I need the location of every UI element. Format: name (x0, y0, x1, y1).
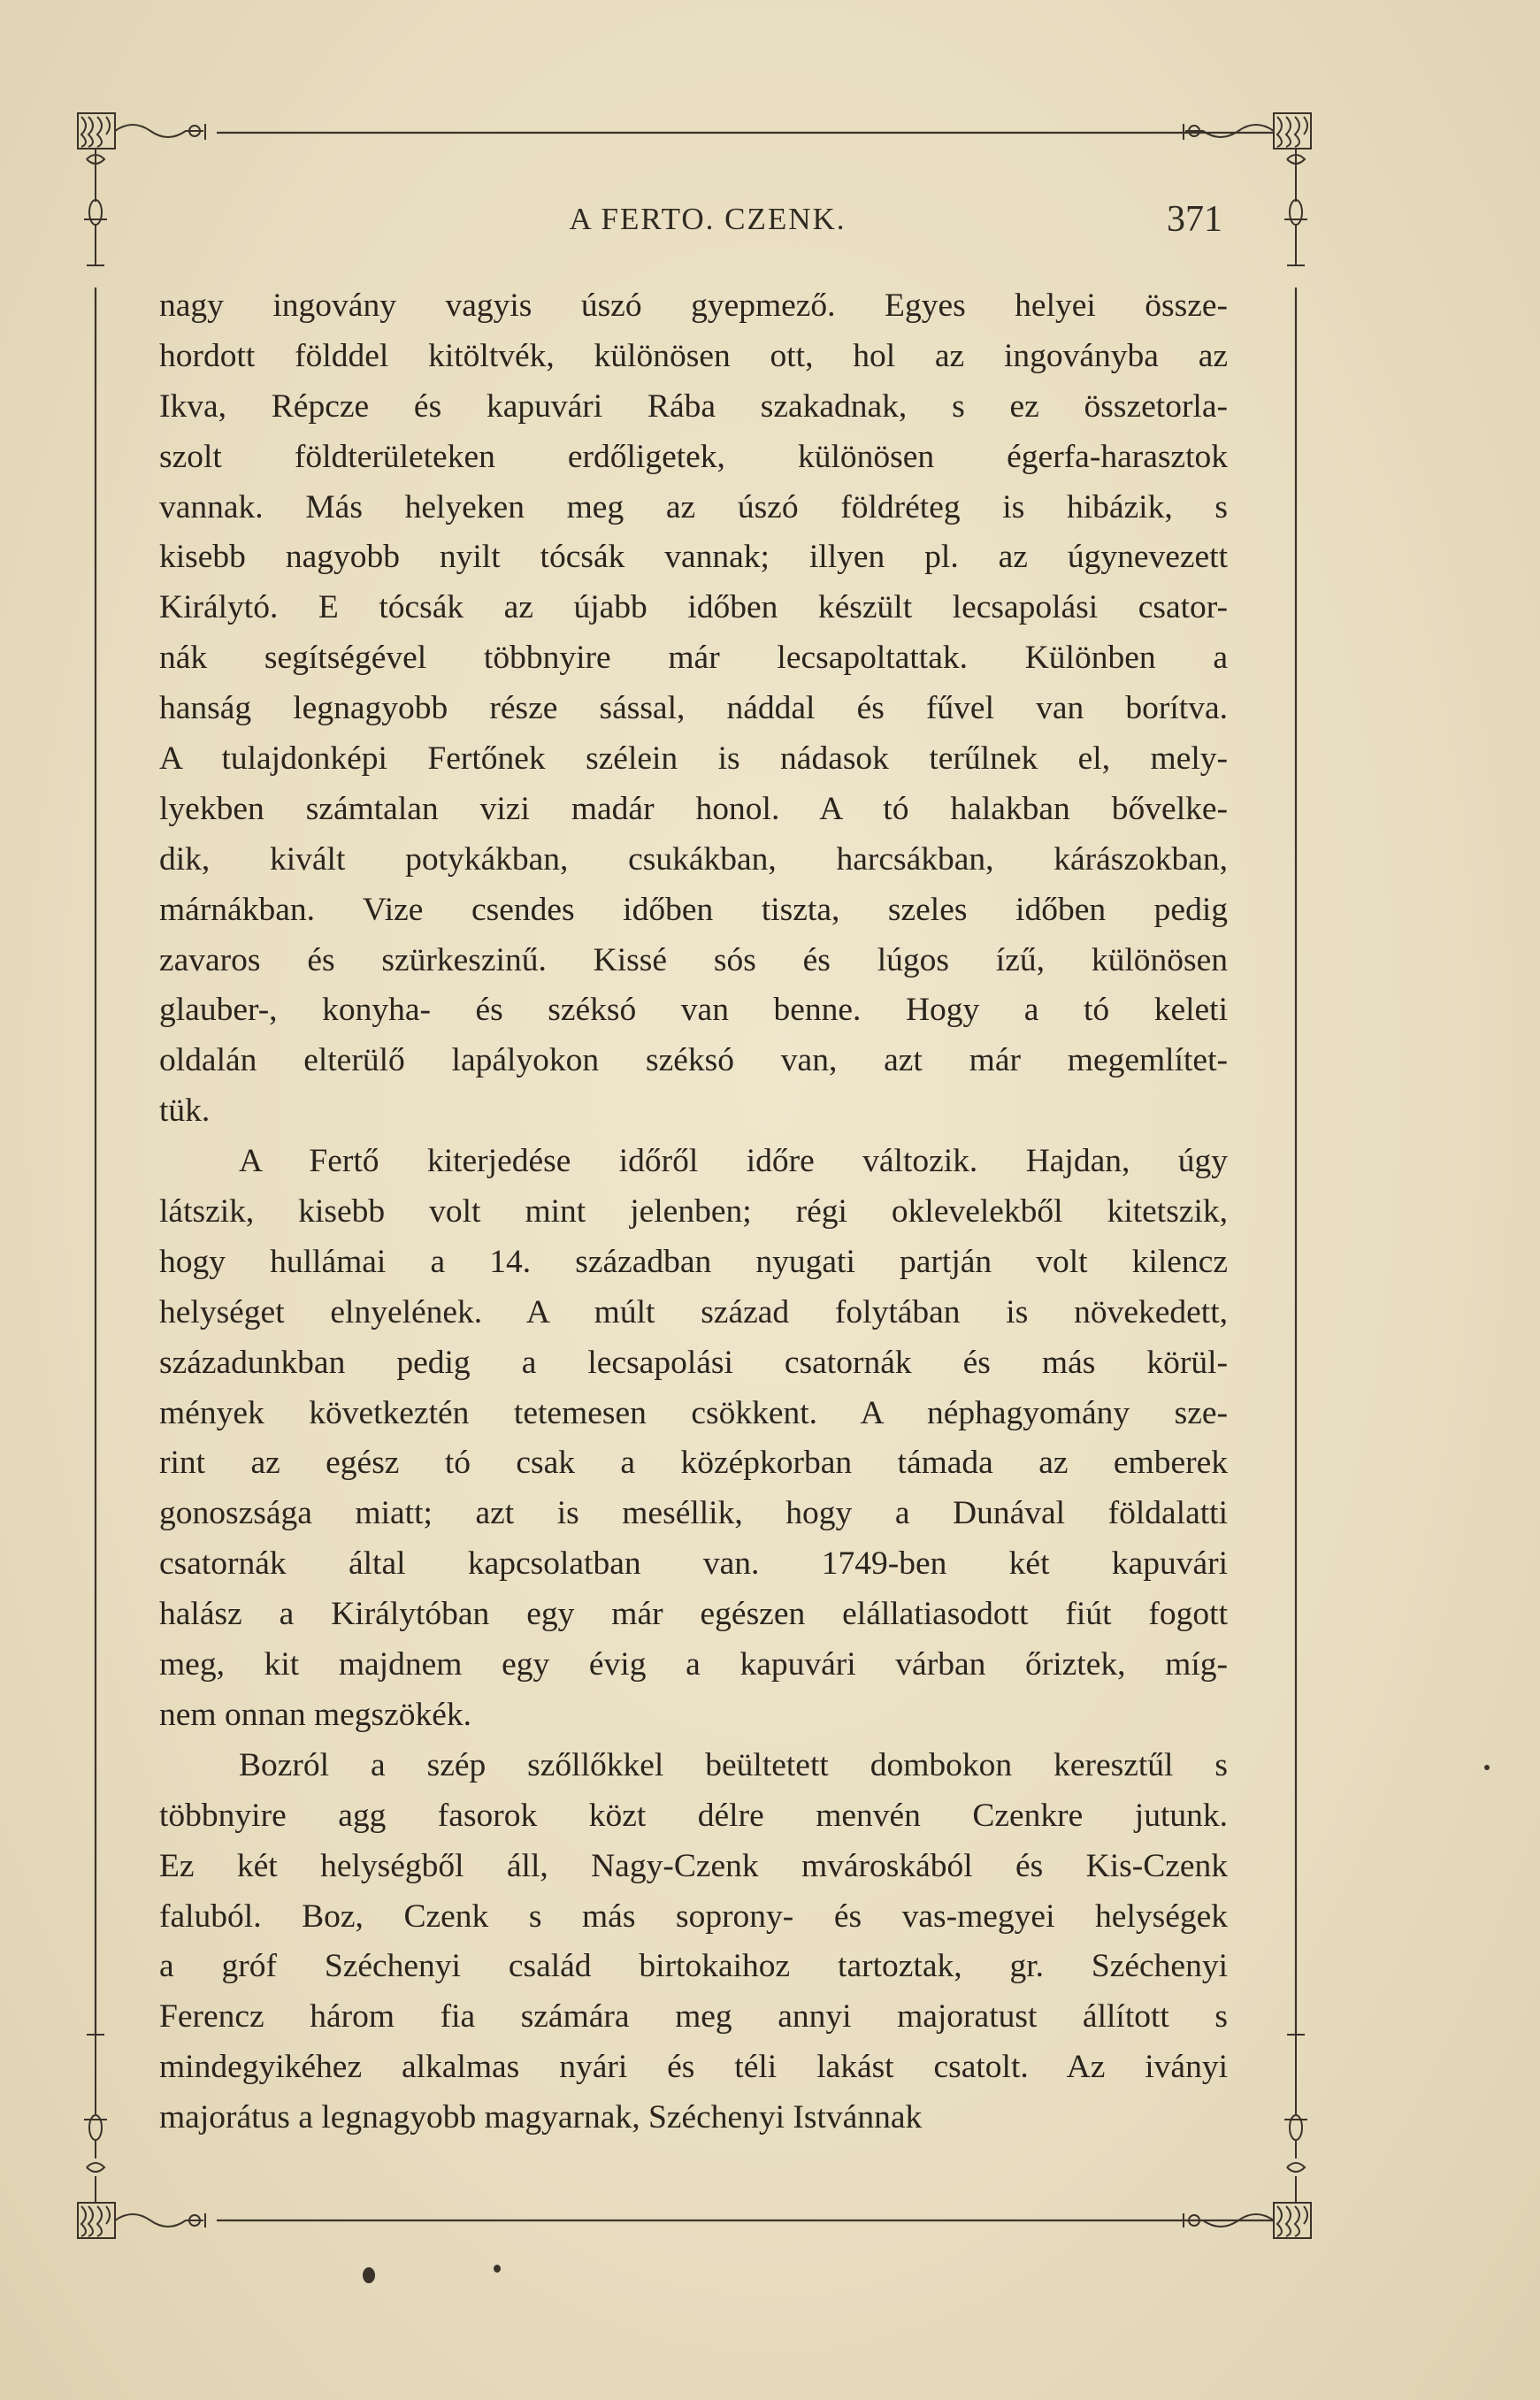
text-line: rint az egész tó csak a középkorban támada az emberek (159, 1445, 1228, 1482)
text-line: nagy ingovány vagyis úszó gyepmező. Egyes helyei össze- (159, 288, 1228, 324)
paragraph (159, 1137, 1228, 1741)
text-line: nem onnan megszökék. (159, 1696, 472, 1733)
text-line: hordott földdel kitöltvék, különösen ott, hol az ingoványba az (159, 337, 1228, 374)
body-text (159, 281, 1228, 2143)
text-line: halász a Királytóban egy már egészen elállatiasodott fiút fogott (159, 1596, 1228, 1633)
text-line: majorátus a legnagyobb magyarnak, Széchenyi Istvánnak (159, 2099, 923, 2136)
text-line: márnákban. Vize csendes időben tiszta, szeles időben pedig (159, 891, 1228, 928)
text-line: Bozról a szép szőllőkkel beültetett dombokon keresztűl s (239, 1746, 1228, 1783)
page-number: 371 (1167, 199, 1222, 240)
text-line: hogy hullámai a 14. században nyugati partján volt kilencz (159, 1243, 1228, 1280)
text-line: tük. (159, 1093, 211, 1130)
text-line: A Fertő kiterjedése időről időre változik. Hajdan, úgy (239, 1143, 1228, 1180)
text-line: kisebb nagyobb nyilt tócsák vannak; illyen pl. az úgynevezett (159, 539, 1228, 576)
text-line: lyekben számtalan vizi madár honol. A tó halakban bővelke- (159, 790, 1228, 827)
text-line: vannak. Más helyeken meg az úszó földréteg is hibázik, s (159, 488, 1228, 525)
text-line: a gróf Széchenyi család birtokaihoz tartoztak, gr. Széchenyi (159, 1948, 1228, 1985)
text-line: szolt földterületeken erdőligetek, különösen égerfa-harasztok (159, 438, 1228, 475)
text-line: csatornák által kapcsolatban van. 1749-ben két kapuvári (159, 1545, 1228, 1583)
text-line: nák segítségével többnyire már lecsapoltattak. Különben a (159, 640, 1228, 677)
text-line: Királytó. E tócsák az újabb időben készült lecsapolási csator- (159, 589, 1228, 626)
text-line: gonoszsága miatt; azt is meséllik, hogy a Dunával földalatti (159, 1495, 1228, 1532)
text-line: Ikva, Répcze és kapuvári Rába szakadnak, s ez összetorla- (159, 387, 1228, 425)
text-line: századunkban pedig a lecsapolási csatornák és más körül- (159, 1344, 1228, 1381)
text-line: meg, kit majdnem egy évig a kapuvári várban őriztek, míg- (159, 1646, 1228, 1683)
text-line: faluból. Boz, Czenk s más soprony- és vas-megyei helységek (159, 1898, 1228, 1935)
text-line: hanság legnagyobb része sással, náddal és fűvel van borítva. (159, 690, 1228, 727)
text-line: mények következtén tetemesen csökkent. A néphagyomány sze- (159, 1394, 1228, 1431)
text-line: Ez két helységből áll, Nagy-Czenk mvároskából és Kis-Czenk (159, 1847, 1228, 1884)
paragraph (159, 1741, 1228, 2143)
text-line: helységet elnyelének. A múlt század folytában is növekedett, (159, 1293, 1228, 1330)
paragraph (159, 281, 1228, 1137)
text-line: A tulajdonképi Fertőnek szélein is nádasok terűlnek el, mely- (159, 740, 1228, 778)
text-line: mindegyikéhez alkalmas nyári és téli lakást csatolt. Az iványi (159, 2049, 1228, 2086)
page-header (159, 199, 1256, 246)
text-line: zavaros és szürkeszinű. Kissé sós és lúgos ízű, különösen (159, 941, 1228, 978)
text-line: oldalán elterülő lapályokon széksó van, azt már megemlítet- (159, 1042, 1228, 1079)
text-line: glauber-, konyha- és széksó van benne. Hogy a tó keleti (159, 992, 1228, 1029)
running-title: A FERTO. CZENK. (569, 202, 847, 236)
text-line: Ferencz három fia számára meg annyi majoratust állított s (159, 1998, 1228, 2036)
text-line: dik, kivált potykákban, csukákban, harcsákban, kárászokban, (159, 840, 1228, 878)
text-line: többnyire agg fasorok közt délre menvén Czenkre jutunk. (159, 1797, 1228, 1834)
text-line: látszik, kisebb volt mint jelenben; régi oklevelekből kitetszik, (159, 1193, 1228, 1231)
